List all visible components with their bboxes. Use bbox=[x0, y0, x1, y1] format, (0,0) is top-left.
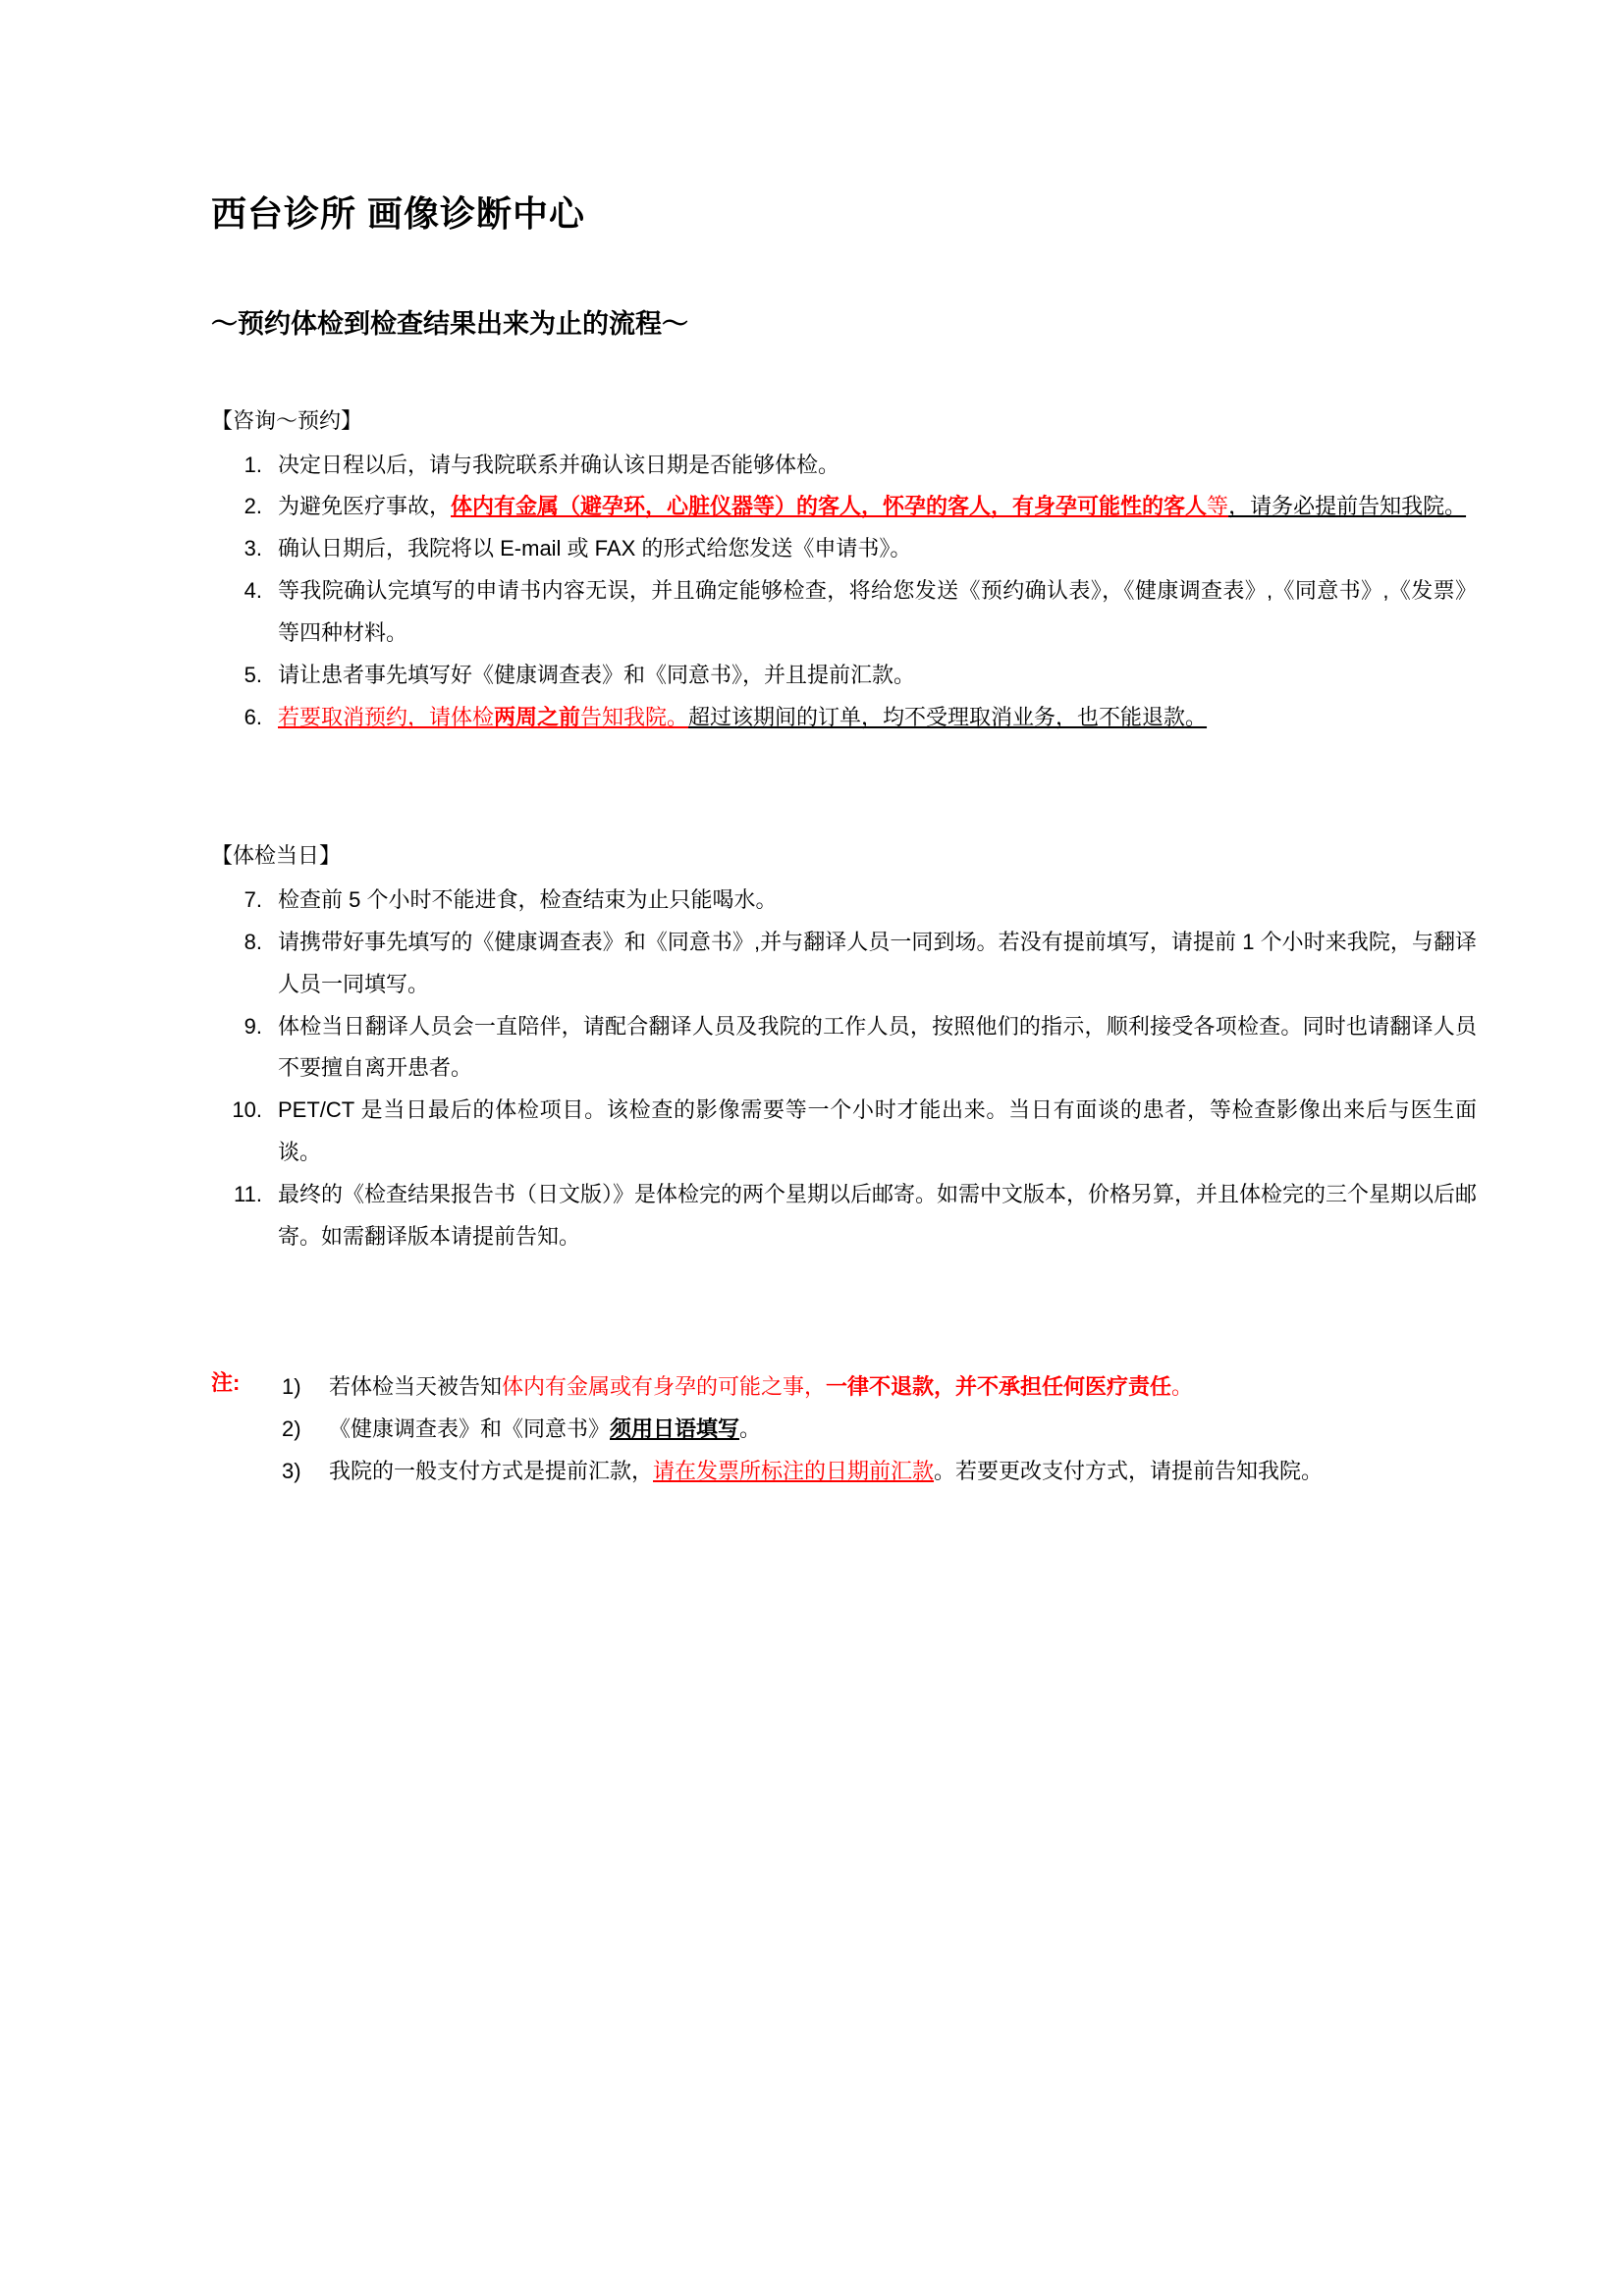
text-run: 《健康调查表》和《同意书》 bbox=[329, 1415, 611, 1441]
text-run: 须用日语填写 bbox=[610, 1415, 740, 1441]
list-item bbox=[211, 445, 1477, 487]
text-run: 等 bbox=[1207, 494, 1229, 519]
list-item bbox=[211, 697, 1477, 739]
list-item-text bbox=[278, 1182, 1477, 1249]
notes-block bbox=[211, 1366, 1477, 1493]
list-item bbox=[211, 1090, 1477, 1174]
text-run: 。 bbox=[1171, 1373, 1194, 1399]
text-run: 若体检当天被告知 bbox=[329, 1373, 503, 1399]
text-run: PET/CT 是当日最后的体检项目。该检查的影像需要等一个小时才能出来。当日有面谈的患者，等检查影像出来后与医生面谈。 bbox=[278, 1097, 1477, 1165]
text-run: 请携带好事先填写的《健康调查表》和《同意书》,并与翻译人员一同到场。若没有提前填写，请提前 1 个小时来我院，与翻译人员一同填写。 bbox=[278, 929, 1477, 996]
list-item bbox=[211, 1006, 1477, 1091]
note-item-number: 2) bbox=[282, 1415, 301, 1441]
list-item-text bbox=[278, 887, 777, 912]
list-item-number: 9. bbox=[244, 1013, 262, 1039]
text-run: 超过该期间的订单，均不受理取消业务，也不能退款。 bbox=[688, 704, 1208, 729]
notes-list bbox=[211, 1366, 1477, 1493]
list-item-text bbox=[278, 930, 1477, 996]
notes-label: 注: bbox=[211, 1369, 241, 1395]
text-run: ，请务必提前告知我院。 bbox=[1228, 494, 1467, 519]
list-item-text bbox=[278, 453, 839, 477]
text-run: 。 bbox=[739, 1415, 762, 1441]
list-item-text bbox=[278, 663, 915, 687]
note-item-number: 1) bbox=[282, 1373, 301, 1399]
document-subtitle: ～预约体检到检查结果出来为止的流程～ bbox=[211, 308, 688, 339]
section-heading-exam-day: 【体检当日】 bbox=[211, 842, 342, 868]
list-item-number: 8. bbox=[244, 929, 262, 954]
list-item-number: 3. bbox=[244, 536, 262, 561]
list-item-text bbox=[278, 494, 1466, 518]
note-item-text bbox=[329, 1416, 761, 1441]
list-item bbox=[211, 880, 1477, 922]
page-title: 西台诊所 画像诊断中心 bbox=[211, 193, 586, 234]
list-item-number: 1. bbox=[244, 452, 262, 477]
list-item-number: 10. bbox=[232, 1097, 262, 1123]
steps-list-consultation bbox=[182, 445, 1477, 739]
text-run: 等我院确认完填写的申请书内容无误，并且确定能够检查，将给您发送《预约确认表》，《健康调查表》,《同意书》,《发票》等四种材料。 bbox=[278, 578, 1477, 646]
note-item-text bbox=[329, 1374, 1193, 1399]
text-run: 确认日期后，我院将以 E-mail 或 FAX 的形式给您发送《申请书》。 bbox=[278, 536, 912, 561]
note-item-text bbox=[329, 1459, 1323, 1483]
text-run: 一律不退款，并不承担任何医疗责任 bbox=[826, 1373, 1172, 1399]
text-run: 请在发票所标注的日期前汇款 bbox=[653, 1458, 935, 1483]
list-item bbox=[211, 570, 1477, 655]
list-item bbox=[211, 922, 1477, 1006]
list-item bbox=[211, 1174, 1477, 1258]
text-run: 等）的客人，怀孕的客人，有身孕可能性的客人 bbox=[753, 494, 1208, 519]
text-run: 体检当日翻译人员会一直陪伴，请配合翻译人员及我院的工作人员，按照他们的指示，顺利接受各项检查。同时也请翻译人员不要擅自离开患者。 bbox=[278, 1013, 1477, 1081]
list-item-text bbox=[278, 1014, 1477, 1081]
spacer bbox=[182, 739, 1477, 778]
text-run: 为避免医疗事故， bbox=[278, 494, 452, 519]
list-item-text bbox=[278, 536, 911, 561]
text-run: 。若要更改支付方式，请提前告知我院。 bbox=[934, 1458, 1324, 1483]
list-item-number: 7. bbox=[244, 886, 262, 912]
list-item-text bbox=[278, 705, 1207, 729]
text-run: 我院的一般支付方式是提前汇款， bbox=[329, 1458, 654, 1483]
text-run: 若要取消预约，请体检 bbox=[278, 704, 495, 729]
list-item-number: 2. bbox=[244, 494, 262, 519]
section-heading-consultation: 【咨询～预约】 bbox=[211, 407, 363, 433]
note-item-number: 3) bbox=[282, 1458, 301, 1483]
text-run: 决定日程以后，请与我院联系并确认该日期是否能够体检。 bbox=[278, 452, 840, 477]
list-item bbox=[211, 528, 1477, 570]
text-run: 告知我院。 bbox=[580, 704, 689, 729]
text-run: 请让患者事先填写好《健康调查表》和《同意书》，并且提前汇款。 bbox=[278, 663, 916, 688]
steps-list-exam-day bbox=[182, 880, 1477, 1258]
list-item bbox=[211, 486, 1477, 528]
list-item-number: 4. bbox=[244, 578, 262, 604]
text-run: 两周之前 bbox=[494, 704, 581, 729]
text-run: 检查前 5 个小时不能进食，检查结束为止只能喝水。 bbox=[278, 886, 778, 912]
list-item-number: 5. bbox=[244, 663, 262, 688]
note-item bbox=[282, 1451, 1477, 1493]
list-item-text bbox=[278, 578, 1477, 645]
text-run: 体内有金属或有身孕的可能之事， bbox=[502, 1373, 827, 1399]
list-item bbox=[211, 655, 1477, 697]
list-item-number: 6. bbox=[244, 704, 262, 729]
list-item-number: 11. bbox=[234, 1182, 262, 1207]
text-run: 最终的《检查结果报告书（日文版）》是体检完的两个星期以后邮寄。如需中文版本，价格另算，并且体检完的三个星期以后邮寄。如需翻译版本请提前告知。 bbox=[278, 1182, 1478, 1249]
note-item bbox=[282, 1409, 1477, 1451]
note-item bbox=[282, 1366, 1477, 1409]
text-run: 体内有金属（避孕环，心脏仪器 bbox=[451, 494, 754, 519]
list-item-text bbox=[278, 1097, 1477, 1164]
